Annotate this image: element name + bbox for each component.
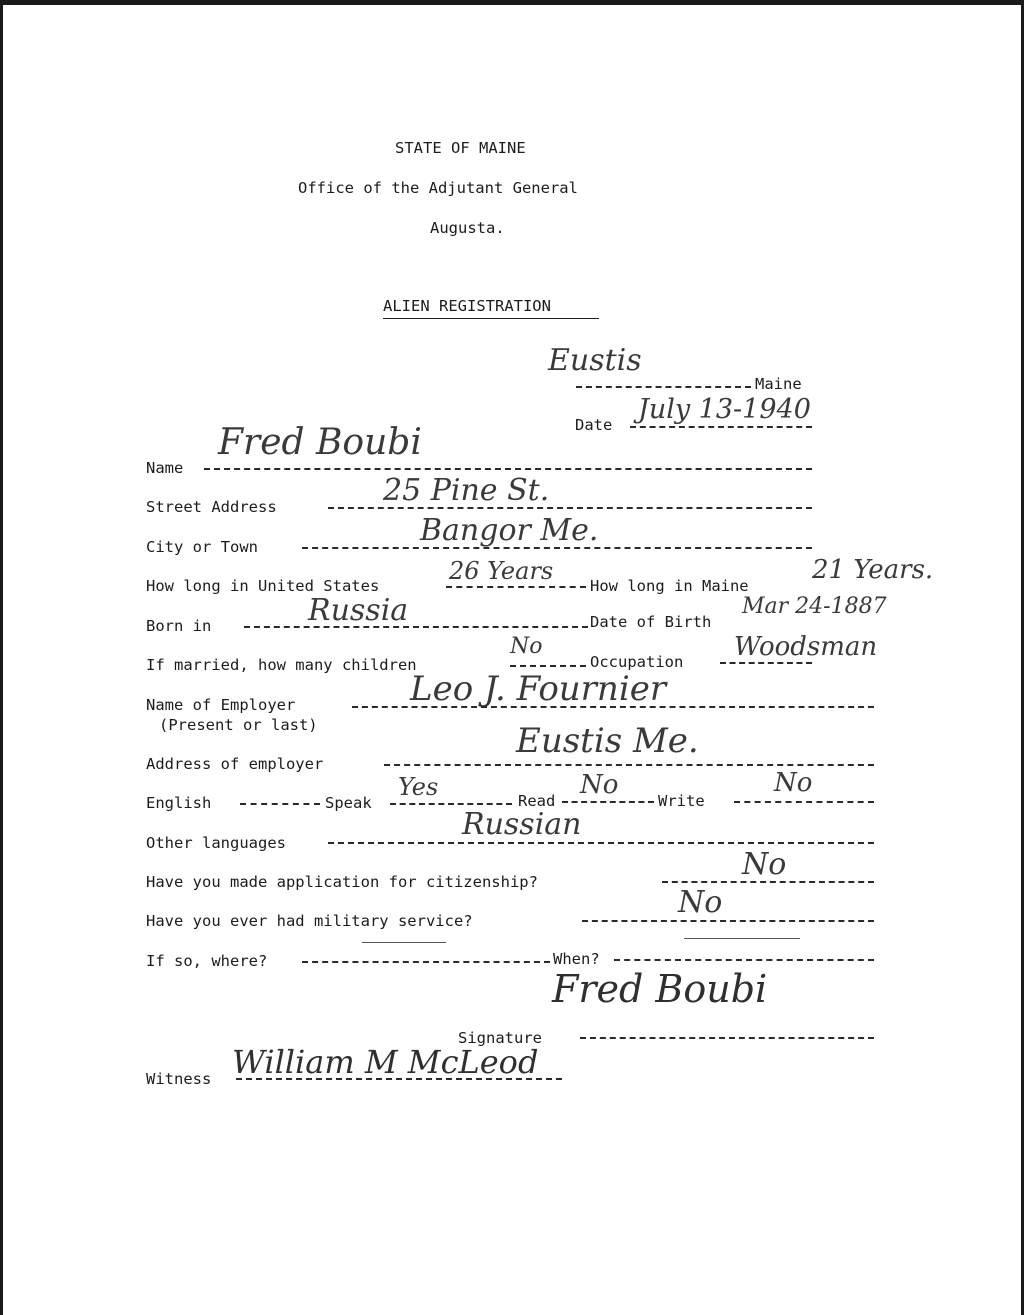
city-label: City or Town bbox=[146, 538, 258, 556]
speak-entry: Yes bbox=[398, 773, 439, 801]
english-line bbox=[240, 803, 320, 805]
read-entry: No bbox=[580, 770, 619, 800]
employer-line bbox=[352, 706, 874, 708]
born-in-entry: Russia bbox=[308, 593, 409, 628]
date-entry: July 13-1940 bbox=[638, 394, 811, 425]
born-in-label: Born in bbox=[146, 617, 212, 635]
other-languages-label: Other languages bbox=[146, 834, 286, 852]
date-label: Date bbox=[575, 416, 613, 434]
header-office: Office of the Adjutant General bbox=[298, 179, 578, 197]
children-entry: No bbox=[510, 634, 543, 659]
military-entry-underline bbox=[684, 938, 800, 939]
children-label: If married, how many children bbox=[146, 656, 417, 674]
read-label: Read bbox=[518, 792, 556, 810]
name-entry: Fred Boubi bbox=[218, 422, 422, 463]
read-line bbox=[562, 801, 654, 803]
header-city: Augusta. bbox=[430, 219, 505, 237]
write-line bbox=[734, 801, 874, 803]
town-entry: Eustis bbox=[548, 343, 642, 378]
military-label: Have you ever had military service? bbox=[146, 912, 473, 930]
witness-label: Witness bbox=[146, 1070, 212, 1088]
children-line bbox=[510, 665, 586, 667]
military-line bbox=[582, 920, 874, 922]
employer-address-label: Address of employer bbox=[146, 755, 324, 773]
write-entry: No bbox=[774, 768, 813, 798]
when-line bbox=[614, 959, 874, 961]
form-title-underline bbox=[383, 318, 599, 319]
occupation-label: Occupation bbox=[590, 653, 684, 671]
speak-label: Speak bbox=[325, 794, 372, 812]
other-languages-line bbox=[328, 842, 874, 844]
name-line bbox=[204, 468, 812, 470]
city-entry: Bangor Me. bbox=[420, 513, 599, 548]
citizenship-label: Have you made application for citizenship? bbox=[146, 873, 538, 891]
where-line bbox=[302, 961, 550, 963]
date-of-birth-label: Date of Birth bbox=[590, 613, 712, 631]
occupation-entry: Woodsman bbox=[734, 632, 878, 662]
date-of-birth-entry: Mar 24-1887 bbox=[742, 594, 887, 619]
name-label: Name bbox=[146, 459, 184, 477]
citizenship-entry: No bbox=[742, 847, 787, 882]
how-long-maine-entry: 21 Years. bbox=[812, 555, 934, 585]
military-entry: No bbox=[678, 885, 723, 920]
english-label: English bbox=[146, 794, 212, 812]
street-address-entry: 25 Pine St. bbox=[383, 473, 550, 508]
town-line bbox=[576, 386, 751, 388]
employer-address-entry: Eustis Me. bbox=[516, 721, 699, 761]
employer-sublabel: (Present or last) bbox=[159, 716, 318, 734]
how-long-us-entry: 26 Years bbox=[449, 557, 554, 585]
employer-entry: Leo J. Fournier bbox=[410, 669, 667, 709]
speak-line bbox=[390, 803, 512, 805]
maine-label: Maine bbox=[755, 375, 802, 393]
write-label: Write bbox=[658, 792, 705, 810]
signature-entry: Fred Boubi bbox=[552, 967, 768, 1011]
born-in-line bbox=[244, 626, 588, 628]
signature-label: Signature bbox=[458, 1029, 542, 1047]
employer-address-line bbox=[384, 764, 874, 766]
form-title: ALIEN REGISTRATION bbox=[383, 297, 551, 315]
employer-label: Name of Employer bbox=[146, 696, 296, 714]
street-address-label: Street Address bbox=[146, 498, 277, 516]
street-address-line bbox=[328, 507, 812, 509]
witness-line bbox=[236, 1078, 562, 1080]
signature-line bbox=[580, 1037, 874, 1039]
military-pen-mark bbox=[362, 942, 446, 943]
header-state: STATE OF MAINE bbox=[395, 139, 526, 157]
how-long-us-line bbox=[446, 586, 586, 588]
date-line bbox=[630, 426, 812, 428]
other-languages-entry: Russian bbox=[462, 807, 582, 842]
when-label: When? bbox=[553, 950, 600, 968]
witness-entry: William M McLeod bbox=[232, 1043, 539, 1081]
city-line bbox=[302, 547, 812, 549]
citizenship-line bbox=[662, 881, 874, 883]
occupation-line bbox=[720, 662, 812, 664]
how-long-us-label: How long in United States bbox=[146, 577, 380, 595]
where-label: If so, where? bbox=[146, 952, 268, 970]
how-long-maine-label: How long in Maine bbox=[590, 577, 749, 595]
